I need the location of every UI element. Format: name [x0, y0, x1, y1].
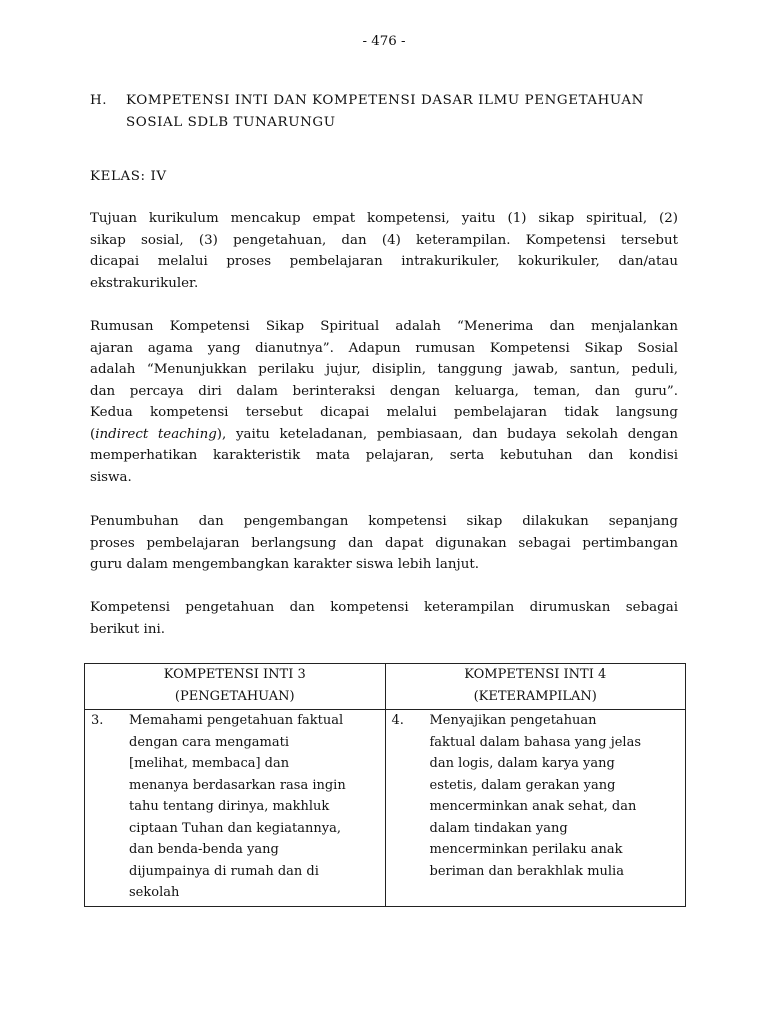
text-line: ajaran agama yang dianutnya”. Adapun rumusan Kompetensi Sikap Sosial — [90, 340, 678, 356]
text-line: ekstrakurikuler. — [90, 275, 199, 291]
cell-line: Memahami pengetahuan faktual — [129, 713, 344, 728]
cell-line: faktual dalam bahasa yang jelas — [429, 734, 641, 750]
cell-line: dan logis, dalam karya yang — [429, 756, 615, 771]
cell-line: beriman dan berakhlak mulia — [429, 863, 624, 879]
text-line: berikut ini. — [90, 621, 166, 637]
section-title-line: KOMPETENSI INTI DAN KOMPETENSI DASAR ILMU PENGETAHUAN — [126, 93, 644, 108]
cell-line: menanya berdasarkan rasa ingin — [129, 777, 346, 793]
text-line: guru dalam mengembangkan karakter siswa lebih lanjut. — [90, 557, 479, 572]
cell-ki3 — [85, 710, 386, 907]
cell-ki4 — [385, 710, 686, 907]
text-line: proses pembelajaran berlangsung dan dapat digunakan sebagai pertimbangan — [90, 535, 678, 551]
text-line: dan percaya diri dalam berinteraksi dengan keluarga, teman, dan guru”. — [90, 383, 678, 399]
cell-text — [129, 710, 346, 904]
cell-line: dengan cara mengamati — [129, 734, 290, 750]
italic-term: indirect teaching — [95, 426, 217, 442]
paragraph-knowledge-skills-intro — [90, 597, 678, 640]
header-text: KOMPETENSI INTI 3 — [163, 667, 306, 682]
cell-line: dijumpainya di rumah dan di — [129, 863, 319, 879]
item-number: 4. — [391, 713, 404, 728]
cell-line: mencerminkan perilaku anak — [429, 842, 623, 857]
cell-text — [430, 710, 642, 882]
section-heading — [90, 90, 678, 134]
class-label: KELAS: IV — [90, 169, 167, 184]
page-number: - 476 - — [362, 34, 406, 49]
item-number: 3. — [91, 713, 104, 728]
section-title-line: SOSIAL SDLB TUNARUNGU — [126, 115, 336, 130]
cell-line: dan benda-benda yang — [129, 842, 279, 857]
section-title — [126, 90, 644, 134]
cell-line: [melihat, membaca] dan — [129, 756, 290, 771]
header-ki4 — [385, 664, 686, 710]
table-row — [85, 710, 686, 907]
cell-line: ciptaan Tuhan dan kegiatannya, — [129, 820, 341, 836]
header-text: (PENGETAHUAN) — [174, 688, 295, 704]
paragraph-attitude-development — [90, 511, 678, 576]
text-line — [90, 424, 678, 446]
text-line: Kompetensi pengetahuan dan kompetensi keterampilan dirumuskan sebagai — [90, 600, 678, 615]
cell-line: estetis, dalam gerakan yang — [429, 777, 616, 793]
header-text: KOMPETENSI INTI 4 — [464, 667, 607, 682]
paragraph-attitude-competencies — [90, 316, 678, 488]
cell-line: sekolah — [129, 885, 180, 900]
text-line: siswa. — [90, 469, 132, 485]
cell-line: mencerminkan anak sehat, dan — [429, 799, 637, 814]
competency-table — [84, 663, 686, 907]
cell-line: dalam tindakan yang — [429, 820, 568, 836]
text-line: sikap sosial, (3) pengetahuan, dan (4) keterampilan. Kompetensi tersebut — [90, 232, 678, 248]
text-line: Rumusan Kompetensi Sikap Spiritual adalah “Menerima dan menjalankan — [90, 319, 678, 334]
text-line: dicapai melalui proses pembelajaran intrakurikuler, kokurikuler, dan/atau — [90, 254, 678, 269]
text-line: Penumbuhan dan pengembangan kompetensi sikap dilakukan sepanjang — [90, 514, 678, 529]
paragraph-curriculum-goals — [90, 208, 678, 294]
section-letter: H. — [90, 93, 108, 108]
cell-line: tahu tentang dirinya, makhluk — [129, 799, 330, 814]
text-line: memperhatikan karakteristik mata pelajaran, serta kebutuhan dan kondisi — [90, 448, 678, 463]
header-text: (KETERAMPILAN) — [473, 688, 597, 704]
text-line: Tujuan kurikulum mencakup empat kompetensi, yaitu (1) sikap spiritual, (2) — [90, 211, 678, 226]
header-ki3 — [85, 664, 386, 710]
table-header-row — [85, 664, 686, 710]
text-line: adalah “Menunjukkan perilaku jujur, disiplin, tanggung jawab, santun, peduli, — [90, 362, 678, 377]
text-fragment: ), yaitu keteladanan, pembiasaan, dan budaya sekolah dengan — [216, 426, 678, 442]
paren-open: ( — [90, 426, 96, 442]
text-line: Kedua kompetensi tersebut dicapai melalui pembelajaran tidak langsung — [90, 405, 678, 420]
cell-line: Menyajikan pengetahuan — [429, 713, 597, 728]
